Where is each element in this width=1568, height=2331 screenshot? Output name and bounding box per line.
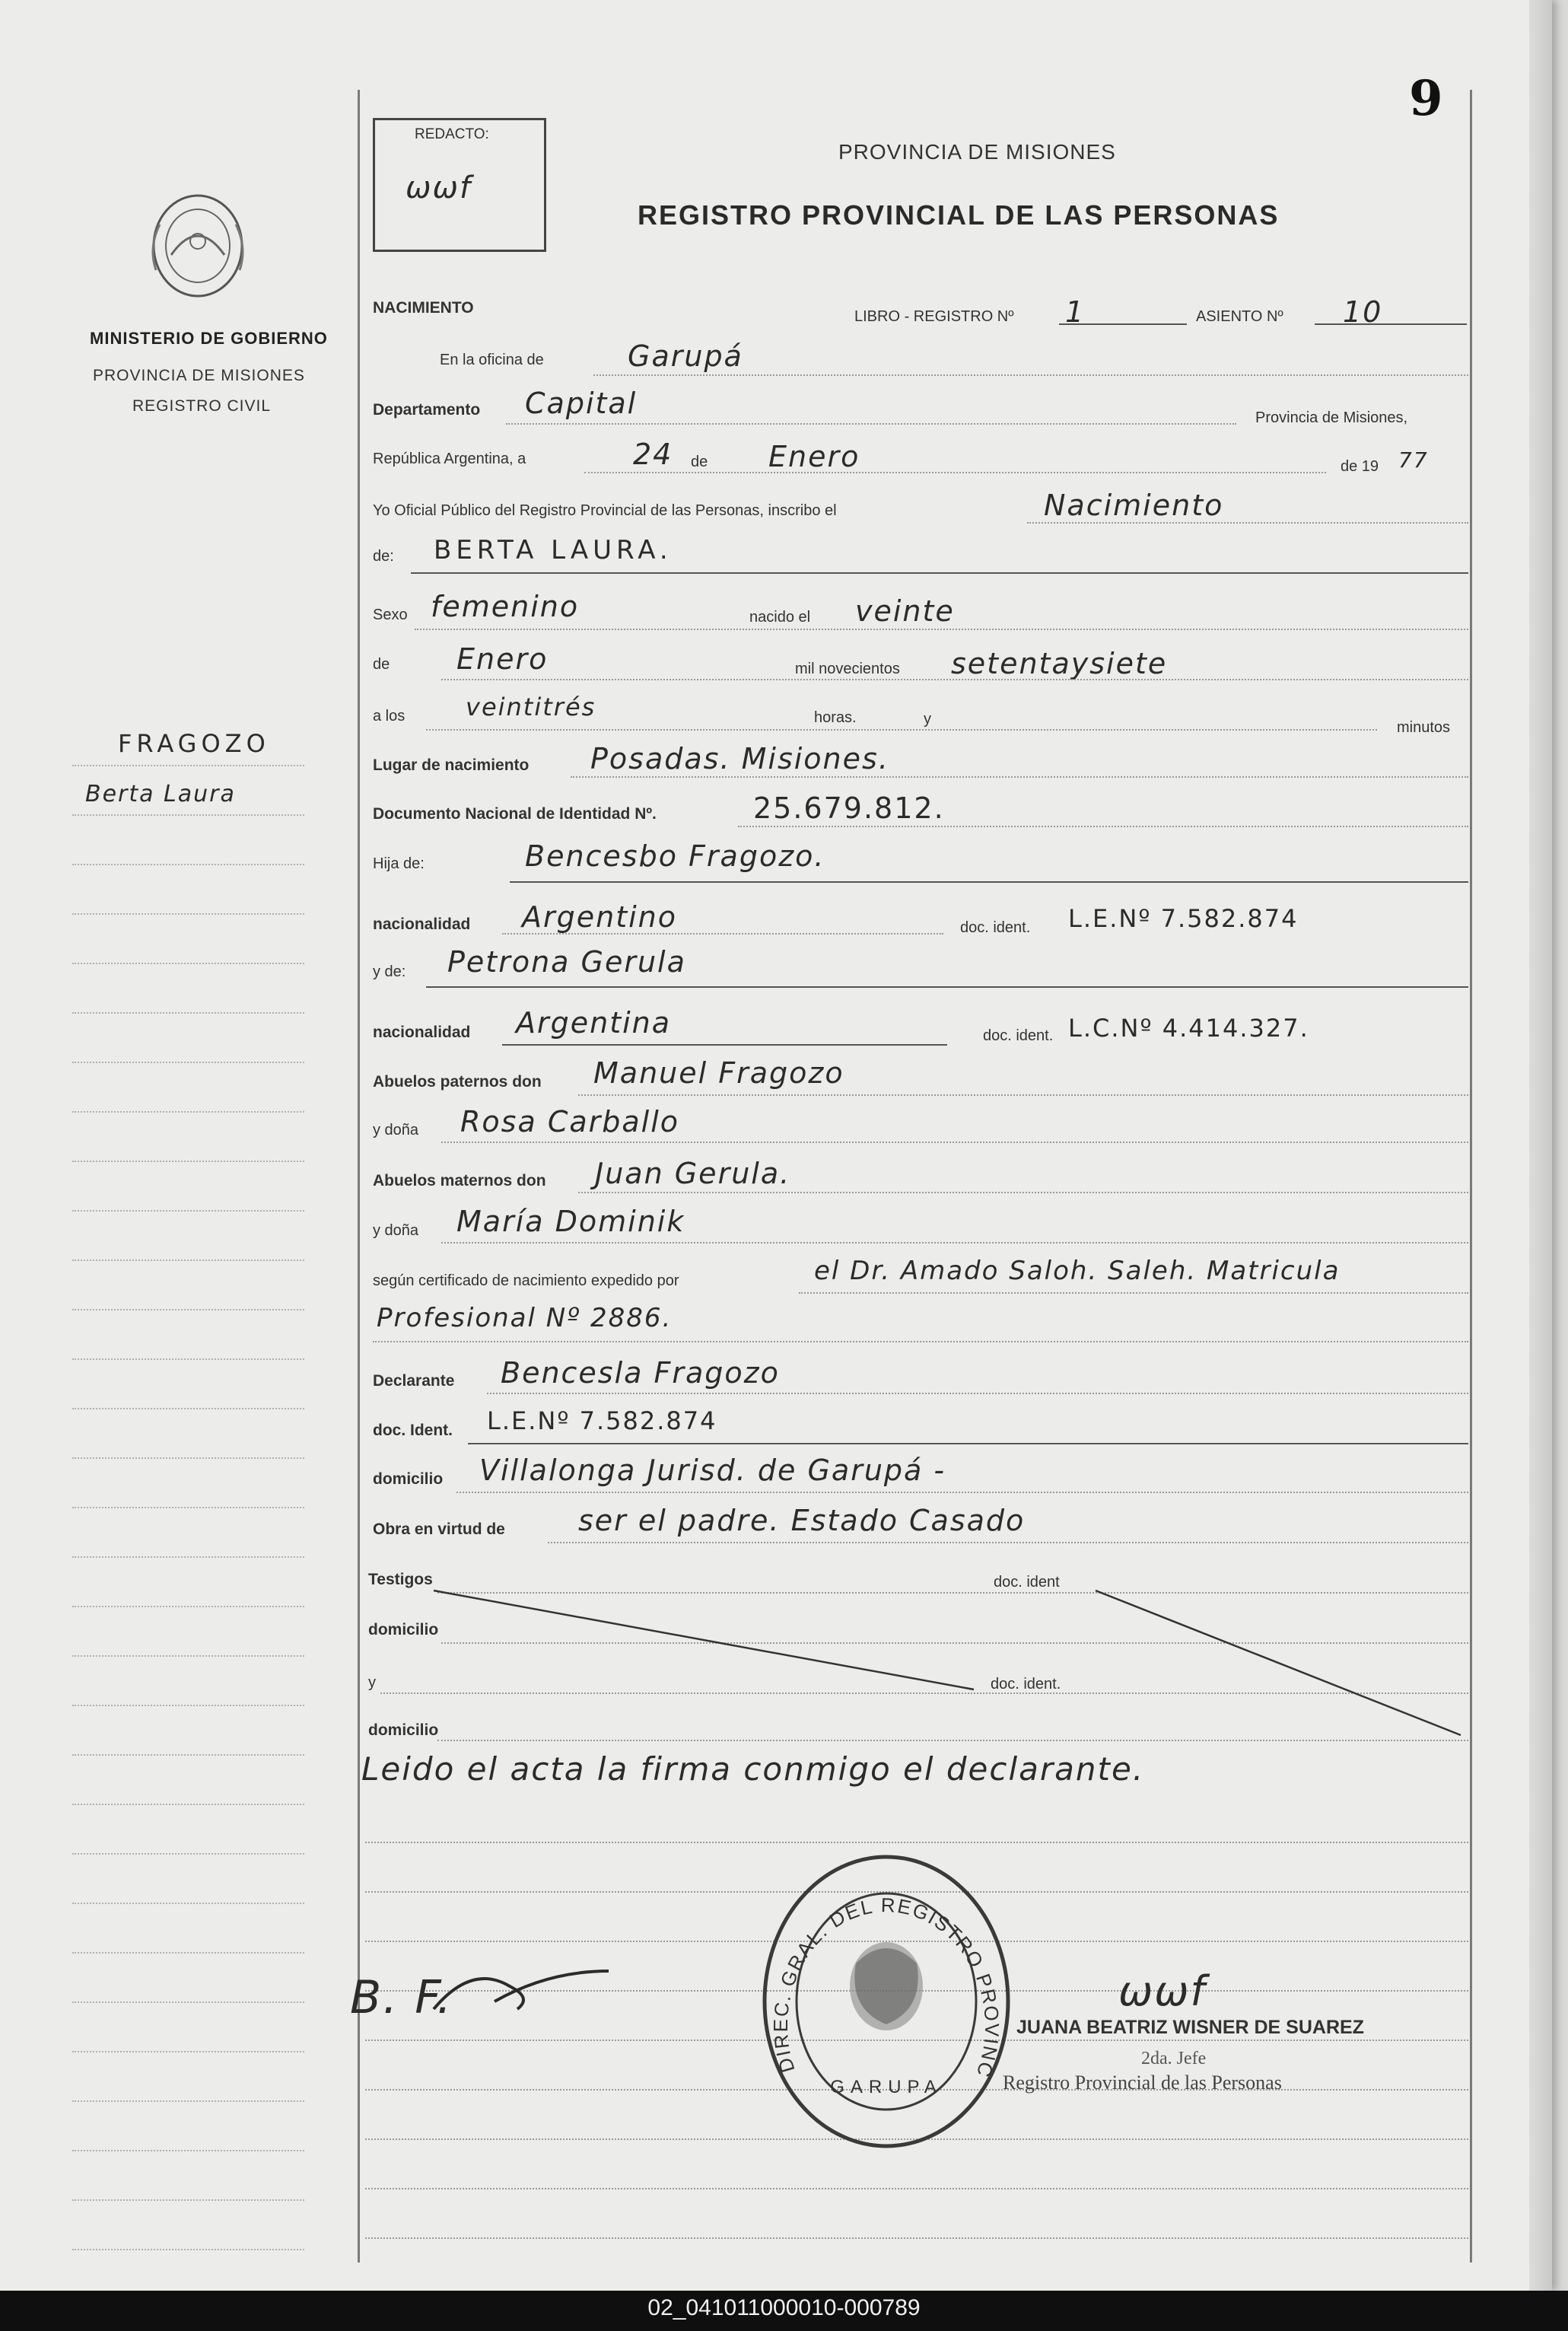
margin-ruled-line — [72, 2051, 304, 2052]
doc2-label: doc. ident. — [983, 1027, 1054, 1044]
cert-value: el Dr. Amado Saloh. Saleh. Matricula — [814, 1256, 1341, 1286]
ab-mat-value: Juan Gerula. — [595, 1157, 791, 1190]
dona2-value: María Dominik — [456, 1205, 685, 1238]
ministry-emblem — [141, 186, 255, 312]
redacto-box — [373, 118, 546, 252]
doc1-label: doc. ident. — [960, 919, 1031, 936]
dona2-label: y doña — [373, 1222, 419, 1239]
margin-ruled-line — [72, 1507, 304, 1508]
blank-ruled-line — [365, 2188, 1468, 2189]
margin-ruled-line — [72, 2199, 304, 2201]
libro-value: 1 — [1065, 295, 1086, 329]
margin-ruled-line — [72, 2100, 304, 2102]
docdecl-value: L.E.Nº 7.582.874 — [487, 1406, 717, 1435]
official-seal — [749, 1842, 1023, 2165]
seal-bottom-text: GARUPA — [830, 2077, 943, 2097]
margin-ruled-line — [72, 1062, 304, 1063]
nac2-label: nacionalidad — [373, 1024, 471, 1041]
declarante-label: Declarante — [373, 1372, 455, 1390]
inscribo-value: Nacimiento — [1044, 489, 1224, 522]
margin-surname: FRAGOZO — [118, 729, 270, 758]
doc1-value: L.E.Nº 7.582.874 — [1068, 904, 1299, 933]
docid1-label: doc. ident — [994, 1574, 1060, 1591]
margin-ruled-line — [72, 1210, 304, 1212]
archive-id: 02_041011000010-000789 — [647, 2295, 921, 2320]
ab-mat-label: Abuelos maternos don — [373, 1172, 546, 1189]
domicilio-value: Villalonga Jurisd. de Garupá - — [479, 1454, 946, 1487]
margin-ruled-line — [72, 1655, 304, 1657]
page-edge — [1529, 0, 1552, 2291]
mil-label: mil novecientos — [795, 661, 900, 677]
closing-text: Leido el acta la firma conmigo el declarante. — [361, 1750, 1145, 1788]
margin-ruled-line — [72, 1556, 304, 1558]
declarante-value: Bencesla Fragozo — [501, 1356, 780, 1390]
anio-label: de 19 — [1341, 458, 1379, 475]
ab-pat-value: Manuel Fragozo — [593, 1056, 844, 1090]
minutos-label: minutos — [1397, 719, 1451, 736]
margin-ruled-line — [72, 1012, 304, 1014]
margin-ruled-line — [72, 1705, 304, 1706]
margin-ruled-line — [72, 1606, 304, 1607]
margin-ruled-line — [72, 1754, 304, 1756]
libro-label: LIBRO - REGISTRO Nº — [854, 308, 1014, 325]
ministry-province: PROVINCIA DE MISIONES — [93, 367, 305, 384]
header-province: PROVINCIA DE MISIONES — [838, 140, 1116, 164]
oficina-label: En la oficina de — [440, 352, 544, 368]
header-title: REGISTRO PROVINCIAL DE LAS PERSONAS — [638, 199, 1280, 231]
margin-ruled-line — [72, 1952, 304, 1954]
margin-ruled-line — [72, 765, 304, 766]
yde-label: y de: — [373, 963, 406, 980]
dia-value: 24 — [633, 438, 673, 471]
margin-ruled-line — [72, 2001, 304, 2003]
padre-value: Bencesbo Fragozo. — [525, 839, 825, 873]
anio-value: 77 — [1398, 447, 1429, 473]
doc2-value: L.C.Nº 4.414.327. — [1068, 1014, 1309, 1043]
margin-ruled-line — [72, 1408, 304, 1409]
margin-ruled-line — [72, 913, 304, 915]
margin-ruled-line — [72, 1259, 304, 1261]
asiento-label: ASIENTO Nº — [1196, 308, 1283, 325]
departamento-label: Departamento — [373, 401, 481, 419]
nacido-value: veinte — [855, 594, 955, 628]
domicilio-label: domicilio — [373, 1470, 444, 1488]
y2-label: y — [368, 1674, 376, 1691]
asiento-value: 10 — [1343, 295, 1383, 329]
testigos-strike-lines — [426, 1583, 1476, 1754]
hora-value: veintitrés — [466, 693, 596, 721]
margin-ruled-line — [72, 1804, 304, 1805]
margin-ruled-line — [72, 1111, 304, 1113]
dom1-label: domicilio — [368, 1621, 439, 1638]
margin-ruled-line — [72, 2249, 304, 2250]
republica-label: República Argentina, a — [373, 451, 526, 467]
official-signature: ωωf — [1118, 1967, 1207, 2015]
blank-ruled-line — [365, 2237, 1468, 2239]
margin-ruled-line — [72, 1309, 304, 1310]
dni-value: 25.679.812. — [753, 791, 945, 825]
form-right-border — [1470, 90, 1472, 2263]
cert-label: según certificado de nacimiento expedido por — [373, 1272, 679, 1289]
oficina-value: Garupá — [628, 339, 743, 373]
mes-value: Enero — [768, 440, 860, 473]
ministry-title: MINISTERIO DE GOBIERNO — [90, 329, 328, 348]
margin-ruled-line — [72, 1853, 304, 1855]
docdecl-label: doc. Ident. — [373, 1422, 453, 1439]
redacto-label: REDACTO: — [415, 126, 489, 142]
dni-label: Documento Nacional de Identidad Nº. — [373, 805, 657, 823]
ab-pat-label: Abuelos paternos don — [373, 1073, 542, 1091]
docid2-label: doc. ident. — [991, 1676, 1061, 1693]
de-label: de — [691, 454, 708, 470]
nac1-label: nacionalidad — [373, 916, 471, 933]
lugar-label: Lugar de nacimiento — [373, 756, 530, 774]
sexo-value: femenino — [431, 590, 580, 623]
horas-label: horas. — [814, 709, 857, 726]
seal-ring-text: DIREC. GRAL. DEL REGISTRO PROVINC — [768, 1893, 1004, 2081]
nacido-label: nacido el — [749, 609, 811, 626]
margin-ruled-line — [72, 1457, 304, 1459]
dona1-value: Rosa Carballo — [460, 1105, 680, 1138]
alos-label: a los — [373, 708, 406, 724]
cert-continuation: Profesional Nº 2886. — [377, 1303, 673, 1333]
signatory-name: JUANA BEATRIZ WISNER DE SUAREZ — [1016, 2017, 1364, 2038]
declarant-signature-mark — [426, 1956, 624, 2028]
lugar-value: Posadas. Misiones. — [590, 742, 889, 775]
nac2-value: Argentina — [516, 1006, 672, 1040]
nac1-value: Argentino — [522, 900, 677, 934]
nombre-value: BERTA LAURA. — [434, 535, 673, 565]
madre-value: Petrona Gerula — [447, 945, 686, 979]
margin-ruled-line — [72, 1903, 304, 1904]
de2-label: de — [373, 656, 390, 673]
margin-ruled-line — [72, 2150, 304, 2151]
nacimiento-label: NACIMIENTO — [373, 299, 474, 317]
page-number: 9 — [1409, 70, 1443, 127]
declarant-signature: B. F. — [350, 1971, 453, 2024]
form-left-border — [358, 90, 360, 2263]
obra-value: ser el padre. Estado Casado — [578, 1504, 1026, 1537]
testigos-label: Testigos — [368, 1571, 433, 1588]
hija-label: Hija de: — [373, 855, 425, 872]
mil-value: setentaysiete — [951, 647, 1168, 680]
margin-ruled-line — [72, 963, 304, 964]
signatory-role: 2da. Jefe — [1141, 2049, 1207, 2068]
nombre-label: de: — [373, 548, 394, 565]
margin-ruled-line — [72, 864, 304, 865]
dom2-label: domicilio — [368, 1721, 439, 1739]
departamento-value: Capital — [525, 387, 638, 420]
obra-label: Obra en virtud de — [373, 1521, 505, 1538]
redacto-initials: ωωf — [406, 170, 472, 205]
margin-ruled-line — [72, 814, 304, 816]
y-label: y — [924, 711, 931, 728]
mes2-value: Enero — [456, 642, 549, 676]
ministry-registry: REGISTRO CIVIL — [132, 397, 272, 415]
margin-ruled-line — [72, 1358, 304, 1360]
provincia-suffix: Provincia de Misiones, — [1255, 409, 1408, 426]
sexo-label: Sexo — [373, 607, 408, 623]
margin-ruled-line — [72, 1161, 304, 1162]
dona1-label: y doña — [373, 1122, 419, 1138]
signatory-office: Registro Provincial de las Personas — [1003, 2071, 1282, 2094]
margin-given-names: Berta Laura — [85, 781, 236, 807]
inscribo-label: Yo Oficial Público del Registro Provincial de las Personas, inscribo el — [373, 502, 837, 519]
